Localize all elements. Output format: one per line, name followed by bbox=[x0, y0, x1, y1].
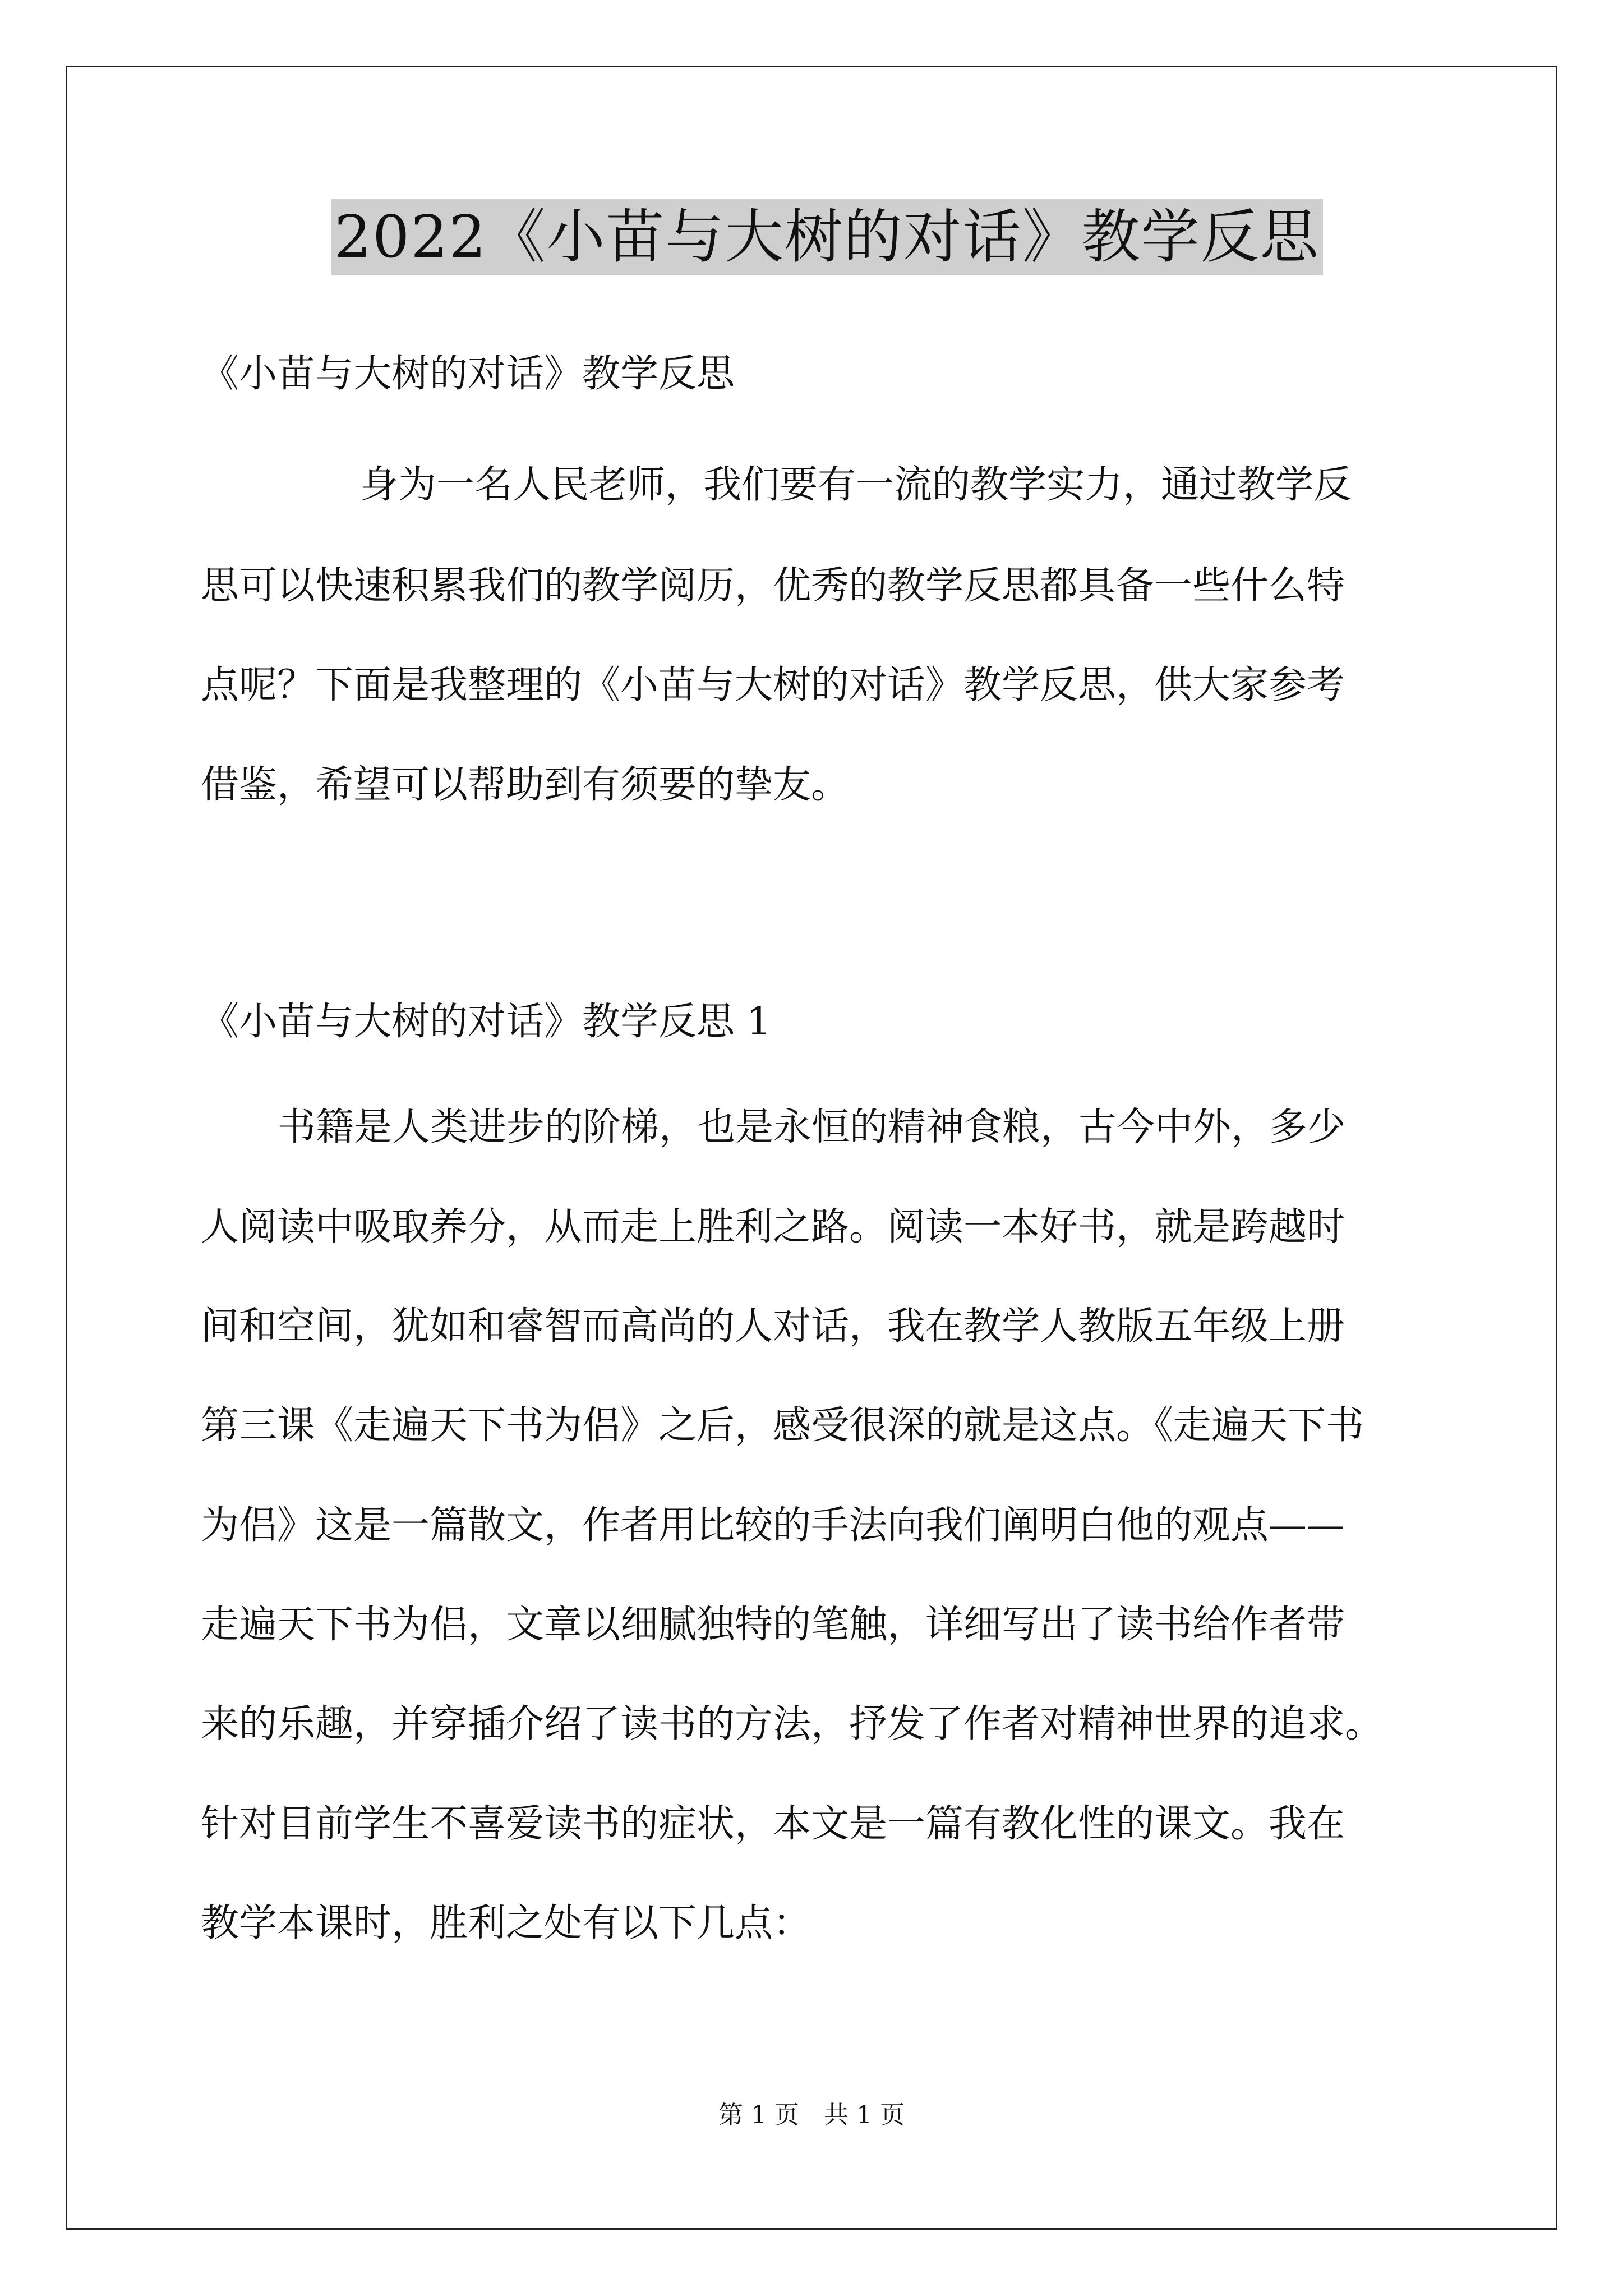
intro-line: 思可以快速积累我们的教学阅历，优秀的教学反思都具备一些什么特 bbox=[201, 564, 1345, 608]
body-line: 走遍天下书为侣，文章以细腻独特的笔触，详细写出了读书给作者带 bbox=[201, 1603, 1345, 1647]
body-line: 书籍是人类进步的阶梯，也是永恒的精神食粮，古今中外，多少 bbox=[278, 1105, 1346, 1149]
body-line: 为侣》这是一篇散文，作者用比较的手法向我们阐明白他的观点—— bbox=[201, 1503, 1345, 1548]
intro-line: 点呢？下面是我整理的《小苗与大树的对话》教学反思，供大家参考 bbox=[201, 663, 1345, 707]
section-heading: 《小苗与大树的对话》教学反思 1 bbox=[201, 1000, 771, 1044]
body-line: 人阅读中吸取养分，从而走上胜利之路。阅读一本好书，就是跨越时 bbox=[201, 1205, 1345, 1249]
body-line: 针对目前学生不喜爱读书的症状，本文是一篇有教化性的课文。我在 bbox=[201, 1802, 1345, 1846]
intro-line: 身为一名人民老师，我们要有一流的教学实力，通过教学反 bbox=[360, 463, 1352, 507]
intro-line: 借鉴，希望可以帮助到有须要的挚友。 bbox=[201, 763, 850, 807]
body-line: 教学本课时，胜利之处有以下几点： bbox=[201, 1901, 811, 1945]
body-line: 间和空间，犹如和睿智而高尚的人对话，我在教学人教版五年级上册 bbox=[201, 1304, 1345, 1349]
body-line: 第三课《走遍天下书为侣》之后，感受很深的就是这点。《走遍天下书 bbox=[201, 1404, 1364, 1448]
document-title: 2022《小苗与大树的对话》教学反思 bbox=[331, 199, 1323, 275]
page-footer: 第 1 页 共 1 页 bbox=[718, 2101, 905, 2129]
body-line: 来的乐趣，并穿插介绍了读书的方法，抒发了作者对精神世界的追求。 bbox=[201, 1702, 1384, 1746]
subtitle: 《小苗与大树的对话》教学反思 bbox=[201, 352, 735, 396]
